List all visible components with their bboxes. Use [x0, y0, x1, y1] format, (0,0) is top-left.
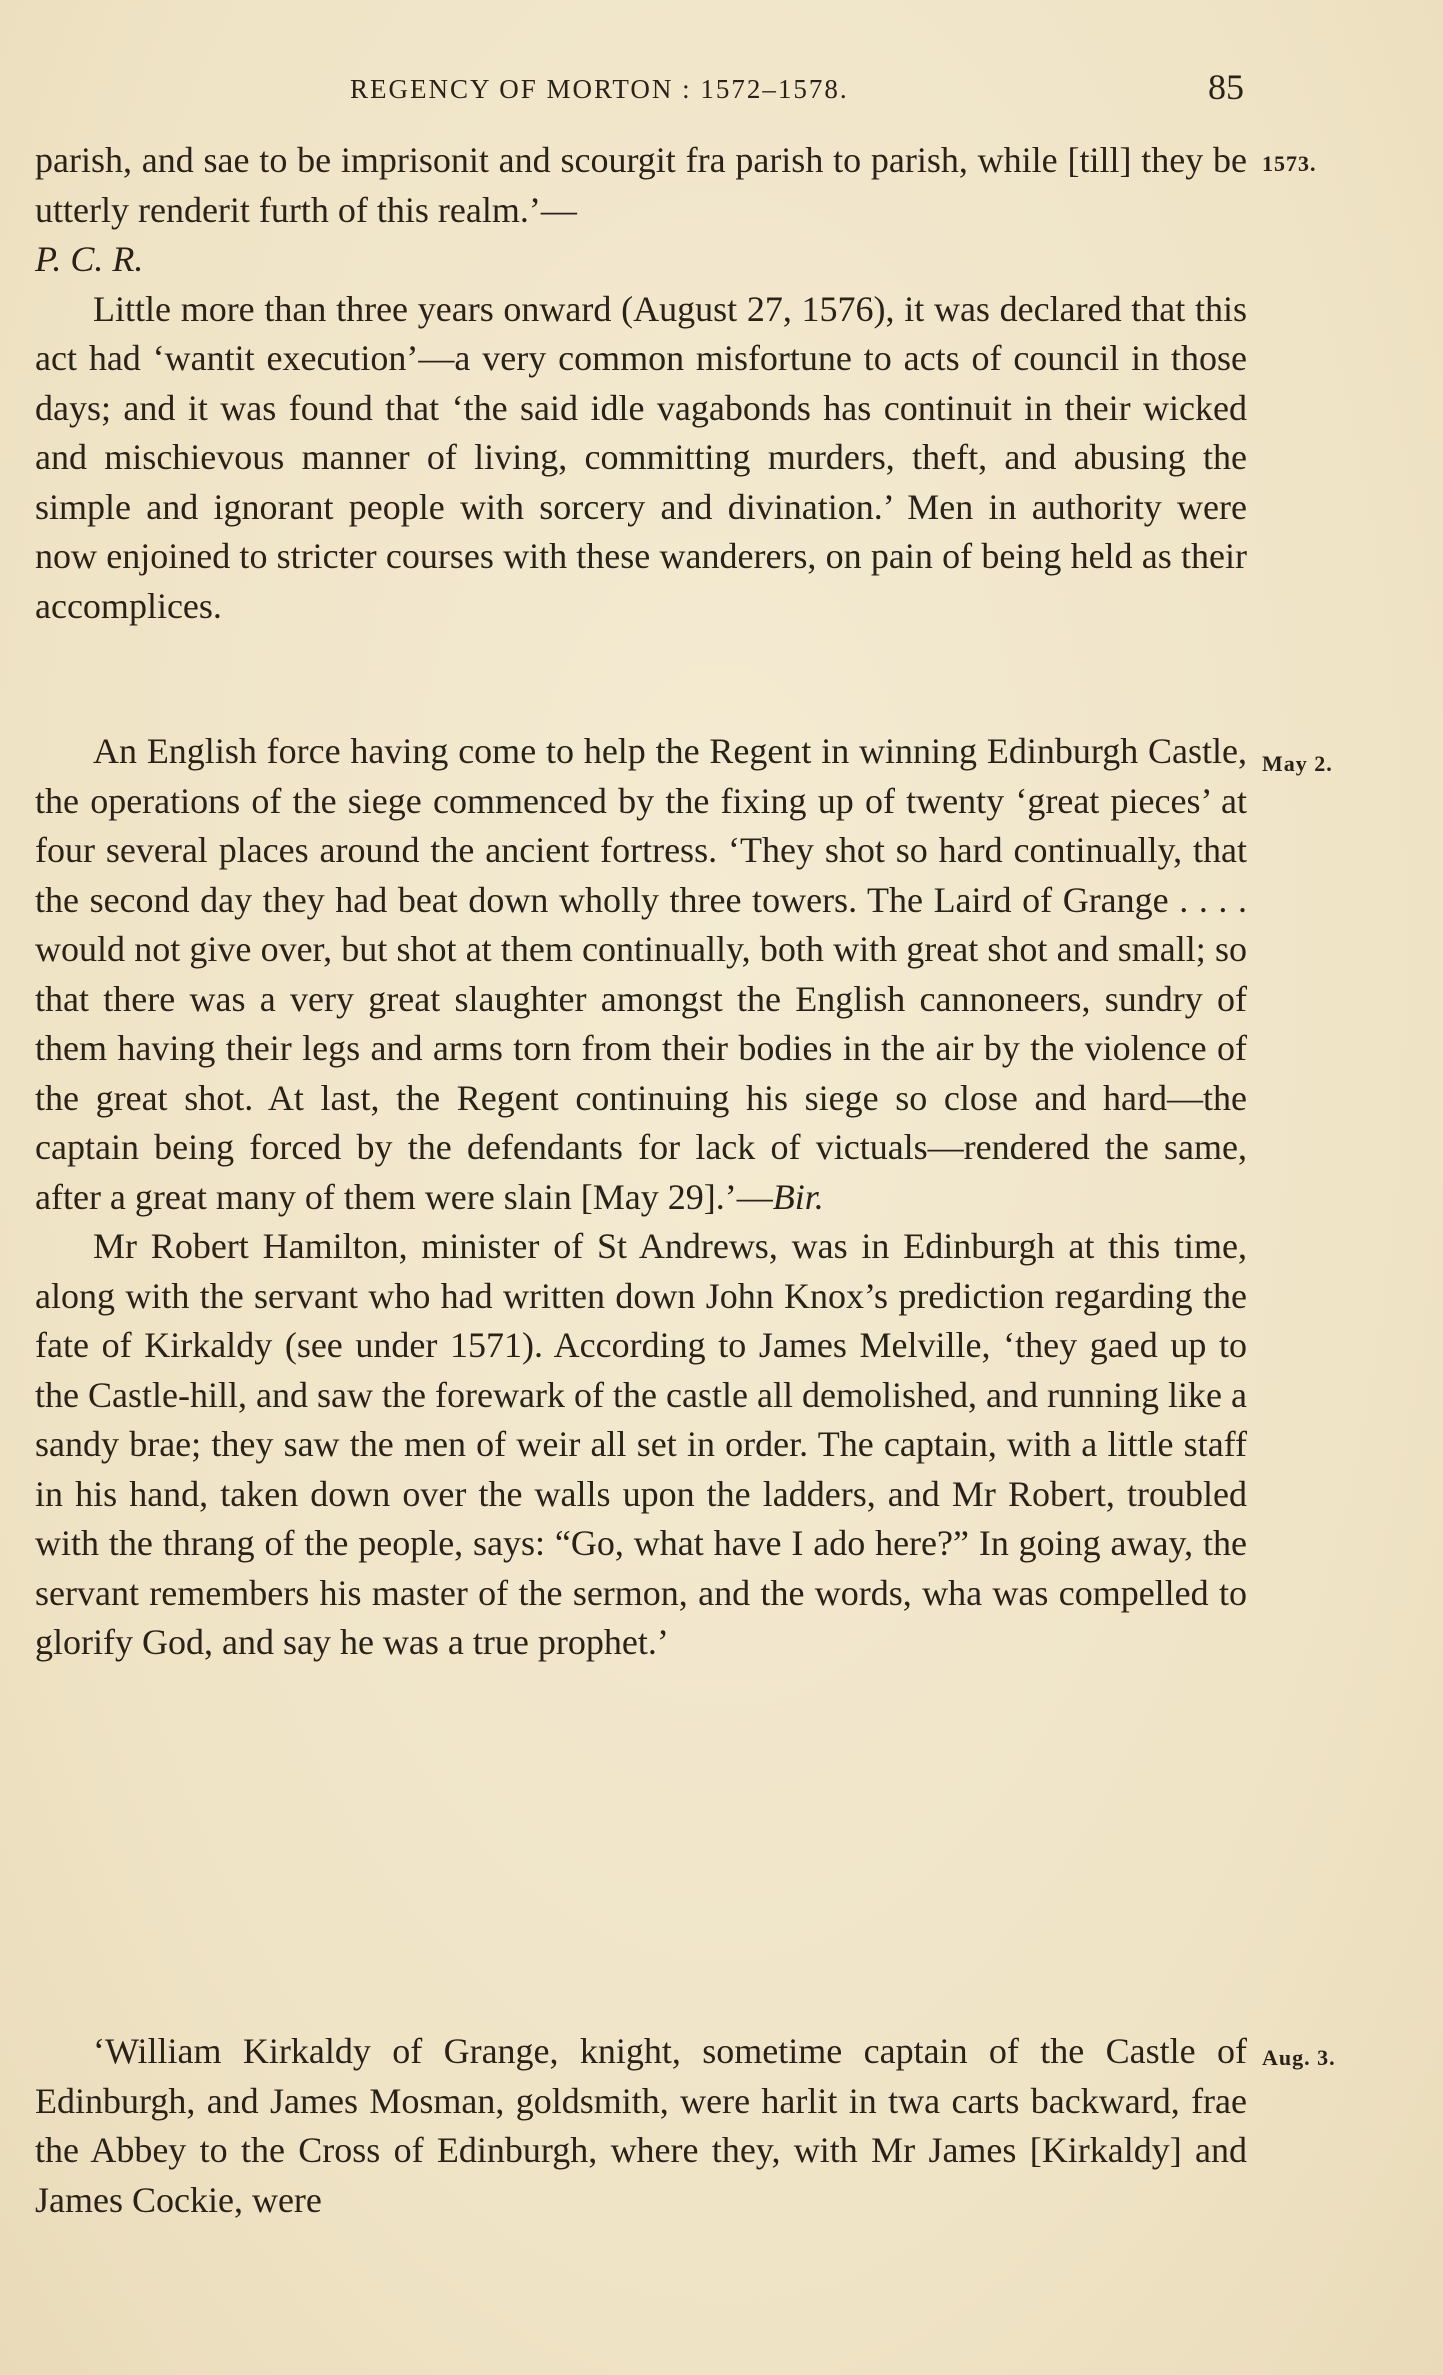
margin-note-aug: Aug. 3.	[1262, 2045, 1336, 2070]
page-number: 85	[1208, 67, 1244, 107]
text-block-siege	[35, 727, 1247, 1668]
paragraph: Mr Robert Hamilton, minister of St Andrews, was in Edinburgh at this time, along with the servant who had written down John Knox’s prediction regarding the fate of Kirkaldy (see under 1571). According to James Melville, ‘they gaed up to the Castle-hill, and saw the forewark of the castle all demolished, and running like a sandy brae; they saw the men of weir all set in order. The captain, with a little staff in his hand, taken down over the walls upon the ladders, and Mr Robert, troubled with the thrang of the people, says: “Go, what have I ado here?” In going away, the servant remembers his master of the sermon, and the words, wha was compelled to glorify God, and say he was a true prophet.’	[35, 1226, 1247, 1662]
running-head	[0, 66, 1443, 116]
paragraph: Little more than three years onward (August 27, 1576), it was declared that this act had ‘wantit execution’—a very common misfortune to acts of council in those days; and it was found that ‘the said idle vagabonds has continuit in their wicked and mischievous manner of living, committing murders, theft, and abusing the simple and ignorant people with sorcery and divination.’ Men in authority were now enjoined to stricter courses with these wanderers, on pain of being held as their accomplices.	[35, 288, 1247, 626]
margin-note-year: 1573.	[1262, 151, 1317, 176]
source-citation: Bir.	[772, 1176, 824, 1217]
margin-note-may: May 2.	[1262, 751, 1333, 776]
paragraph	[35, 136, 1247, 285]
paragraph	[35, 727, 1247, 1222]
paragraph-text: An English force having come to help the Regent in winning Edinburgh Castle, the operations of the siege commenced by the fixing up of twenty ‘great pieces’ at four several places around the ancient fortress. ‘They shot so hard continually, that the second day they had beat down wholly three towers. The Laird of Grange . . . . would not give over, but shot at them continually, both with great shot and small; so that there was a very great slaughter amongst the English cannoneers, sundry of them having their legs and arms torn from their bodies in the air by the violence of the great shot. At last, the Regent continuing his siege so close and hard—the captain being forced by the defendants for lack of victuals—rendered the same, after a great many of them were slain [May 29].’—	[35, 731, 1247, 1217]
paragraph-text: parish, and sae to be imprisonit and scourgit fra parish to parish, while [till] they be utterly renderit furth of this realm.’—	[35, 140, 1247, 230]
source-citation: P. C. R.	[35, 239, 144, 279]
paragraph: ‘William Kirkaldy of Grange, knight, sometime captain of the Castle of Edinburgh, and James Mosman, goldsmith, were harlit in twa carts backward, frae the Abbey to the Cross of Edinburgh, where they, with Mr James [Kirkaldy] and James Cockie, were	[35, 2031, 1247, 2220]
running-head-title: REGENCY OF MORTON : 1572–1578.	[350, 74, 849, 104]
text-block-kirkaldy	[35, 2027, 1247, 2225]
text-block-vagabonds	[35, 136, 1247, 631]
